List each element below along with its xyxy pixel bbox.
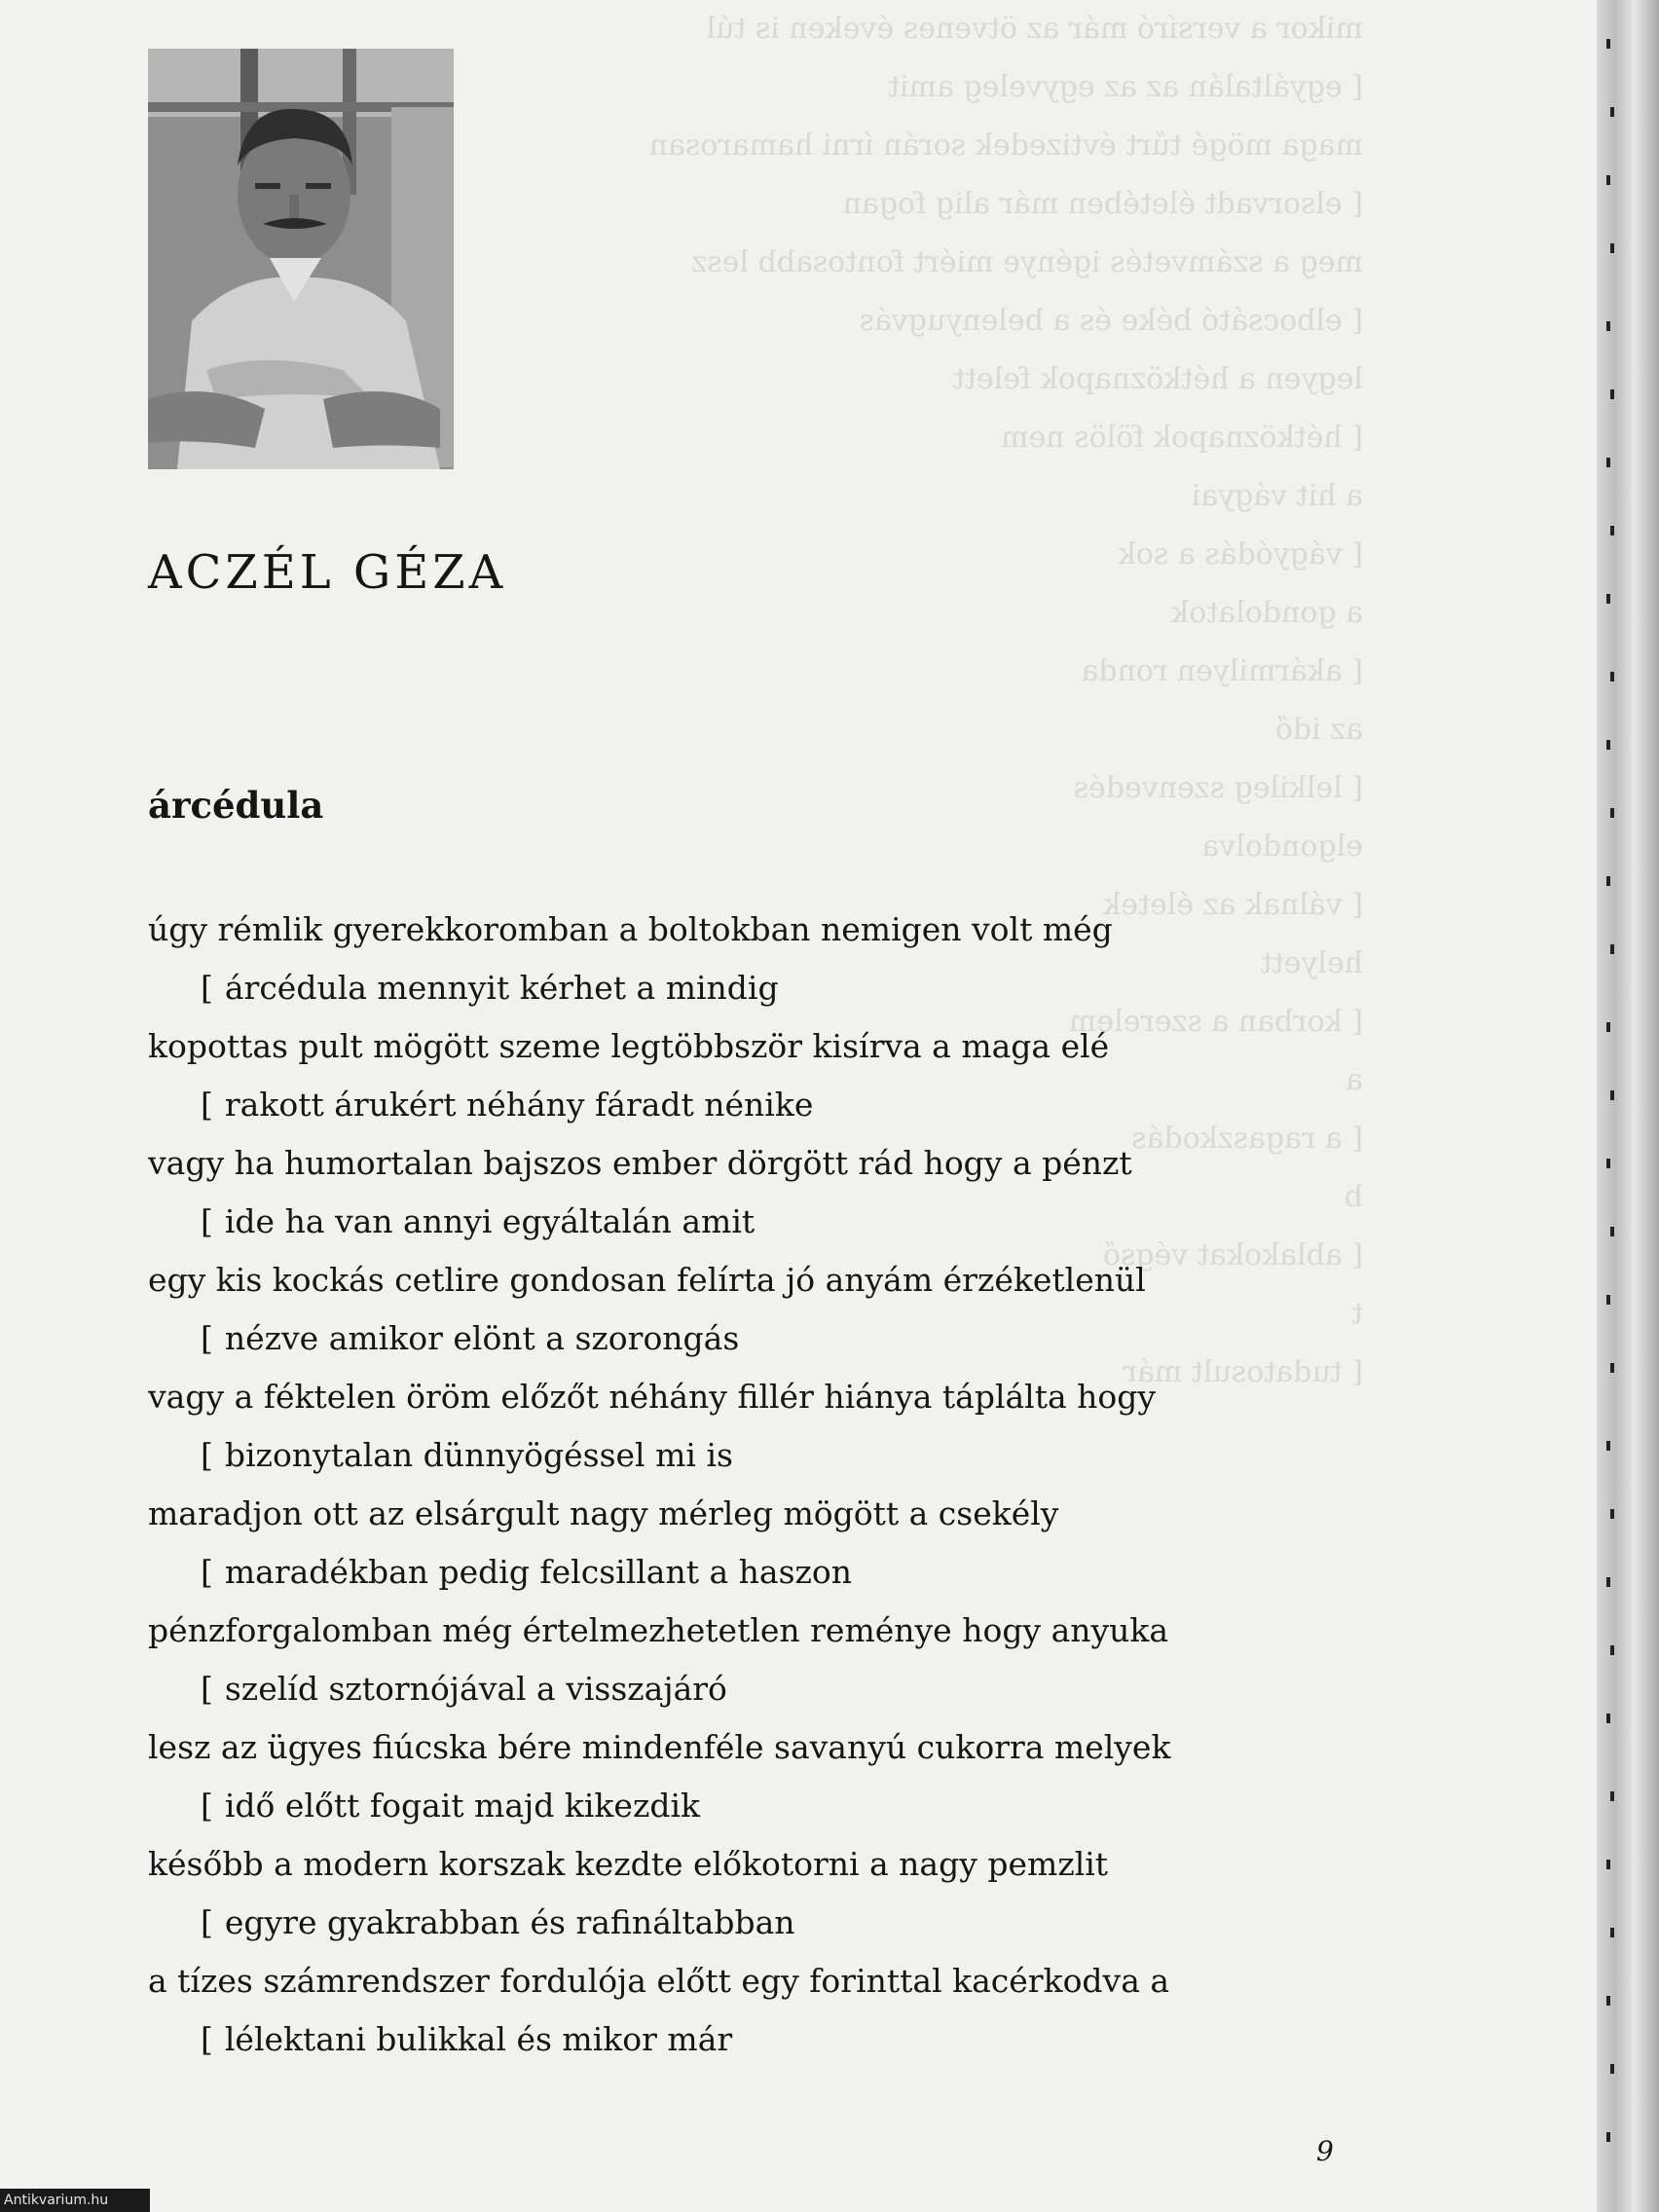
author-name: ACZÉL GÉZA <box>148 545 507 600</box>
poem-line <box>148 901 1336 959</box>
page-number: 9 <box>1316 2135 1334 2167</box>
page-edge-mark <box>1610 1090 1614 1100</box>
page-edge-mark <box>1606 321 1610 331</box>
poem-line-text: rakott árukért néhány fáradt nénike <box>224 1086 814 1124</box>
page-edge-mark <box>1610 808 1614 818</box>
poem-body <box>148 901 1336 2069</box>
poem-line-text: egyre gyakrabban és rafináltabban <box>224 1903 795 1941</box>
poem-line-text: lesz az ügyes fiúcska bére mindenféle savanyú cukorra melyek <box>148 1728 1171 1766</box>
page-edge-mark <box>1610 1363 1614 1373</box>
watermark: Antikvarium.hu <box>0 2189 150 2212</box>
poem-line-text: maradjon ott az elsárgult nagy mérleg mögött a csekély <box>148 1494 1059 1532</box>
page-edge-mark <box>1606 1295 1610 1305</box>
bracket-mark: [ <box>201 1553 213 1591</box>
poem-line-text: árcédula mennyit kérhet a mindig <box>224 969 779 1007</box>
page-edge-mark <box>1610 107 1614 117</box>
page-edge-mark <box>1606 594 1610 604</box>
page-edge-mark <box>1610 526 1614 535</box>
bracket-mark: [ <box>201 1319 213 1357</box>
poem-line-text: ide ha van annyi egyáltalán amit <box>224 1202 756 1240</box>
book-page-edge <box>1597 0 1659 2212</box>
poem-line-continuation <box>148 1193 1336 1251</box>
page-edge-mark <box>1606 2132 1610 2142</box>
poem-line-text: egy kis kockás cetlire gondosan felírta jó anyám érzéketlenül <box>148 1261 1146 1299</box>
page-edge-mark <box>1606 740 1610 750</box>
poem-line-text: kopottas pult mögött szeme legtöbbször kisírva a maga elé <box>148 1027 1110 1065</box>
page-edge-mark <box>1606 1577 1610 1587</box>
page-edge-mark <box>1610 243 1614 253</box>
poem-line <box>148 1251 1336 1309</box>
poem-line-continuation <box>148 1777 1336 1835</box>
page-edge-mark <box>1606 458 1610 467</box>
poem-line <box>148 1835 1336 1894</box>
page-edge-mark <box>1606 39 1610 49</box>
poem-line-text: a tízes számrendszer fordulója előtt egy forinttal kacérkodva a <box>148 1962 1170 2000</box>
page-edge-mark <box>1606 1860 1610 1869</box>
poem-line <box>148 1602 1336 1660</box>
poem-line-text: pénzforgalomban még értelmezhetetlen reménye hogy anyuka <box>148 1611 1169 1649</box>
poem-line-text: vagy a féktelen öröm előzőt néhány fillér hiánya táplálta hogy <box>148 1378 1157 1416</box>
page-edge-mark <box>1610 389 1614 399</box>
page-edge-mark <box>1606 175 1610 185</box>
author-photo <box>148 49 454 469</box>
author-portrait-image <box>148 49 454 469</box>
poem-line-text: úgy rémlik gyerekkoromban a boltokban nemigen volt még <box>148 910 1113 948</box>
poem-line-text: nézve amikor elönt a szorongás <box>224 1319 740 1357</box>
poem-line-continuation <box>148 1543 1336 1602</box>
bracket-mark: [ <box>201 1787 213 1825</box>
page-edge-mark <box>1610 1509 1614 1519</box>
page-edge-mark <box>1606 1996 1610 2006</box>
page-edge-mark <box>1606 1441 1610 1451</box>
page-edge-mark <box>1610 2064 1614 2074</box>
poem-line <box>148 1952 1336 2010</box>
poem-line-continuation <box>148 1660 1336 1718</box>
page-edge-mark <box>1610 1645 1614 1655</box>
poem-line-text: szelíd sztornójával a visszajáró <box>224 1670 727 1708</box>
poem-title: árcédula <box>148 784 324 827</box>
page-edge-mark <box>1610 1227 1614 1236</box>
poem-line-continuation <box>148 1076 1336 1134</box>
page-edge-mark <box>1606 876 1610 886</box>
poem-line-continuation <box>148 959 1336 1017</box>
poem-line-continuation <box>148 1309 1336 1368</box>
poem-line-continuation <box>148 1894 1336 1952</box>
poem-line-continuation <box>148 2010 1336 2069</box>
poem-line <box>148 1017 1336 1076</box>
page-edge-mark <box>1610 944 1614 954</box>
poem-line-continuation <box>148 1426 1336 1485</box>
poem-line <box>148 1134 1336 1193</box>
bracket-mark: [ <box>201 1202 213 1240</box>
bracket-mark: [ <box>201 2020 213 2058</box>
bracket-mark: [ <box>201 1903 213 1941</box>
page-edge-mark <box>1610 672 1614 682</box>
poem-line-text: vagy ha humortalan bajszos ember dörgött rád hogy a pénzt <box>148 1144 1132 1182</box>
page-edge-mark <box>1610 1791 1614 1801</box>
poem-line <box>148 1485 1336 1543</box>
bracket-mark: [ <box>201 1670 213 1708</box>
page-edge-mark <box>1606 1022 1610 1032</box>
bracket-mark: [ <box>201 969 213 1007</box>
poem-line-text: bizonytalan dünnyögéssel mi is <box>224 1436 733 1474</box>
poem-line-text: lélektani bulikkal és mikor már <box>224 2020 733 2058</box>
show-through-text: mikor a versíró már az ötvenes éveken is túl [ egyáltalán az az egyveleg amit maga mögé tűrt évtizedek során írni hamarosan [ elsorvadt életében már alig fogan meg a számvetés igénye miért fontosabb lesz [ elbocsátó béke és a belenyugvás legyen a hétköznapok felett [ hétköznapok fölös nem a hit vágyai [ vágyódás a sok a gondolatok [ akármilyen ronda az idő [ lelkileg szenvedés elgondolva [ válnak az életek helyett [ korban a szerelem a [ a ragaszkodás b [ ablakokat végső t [ tudatosult már <box>648 12 1363 1389</box>
bracket-mark: [ <box>201 1436 213 1474</box>
poem-line-text: később a modern korszak kezdte előkotorni a nagy pemzlit <box>148 1845 1109 1883</box>
poem-line-text: maradékban pedig felcsillant a haszon <box>224 1553 853 1591</box>
page-edge-mark <box>1606 1159 1610 1168</box>
page-edge-mark <box>1610 1928 1614 1937</box>
poem-line <box>148 1368 1336 1426</box>
poem-line-text: idő előtt fogait majd kikezdik <box>224 1787 701 1825</box>
bracket-mark: [ <box>201 1086 213 1124</box>
poem-line <box>148 1718 1336 1777</box>
page-edge-mark <box>1606 1714 1610 1723</box>
